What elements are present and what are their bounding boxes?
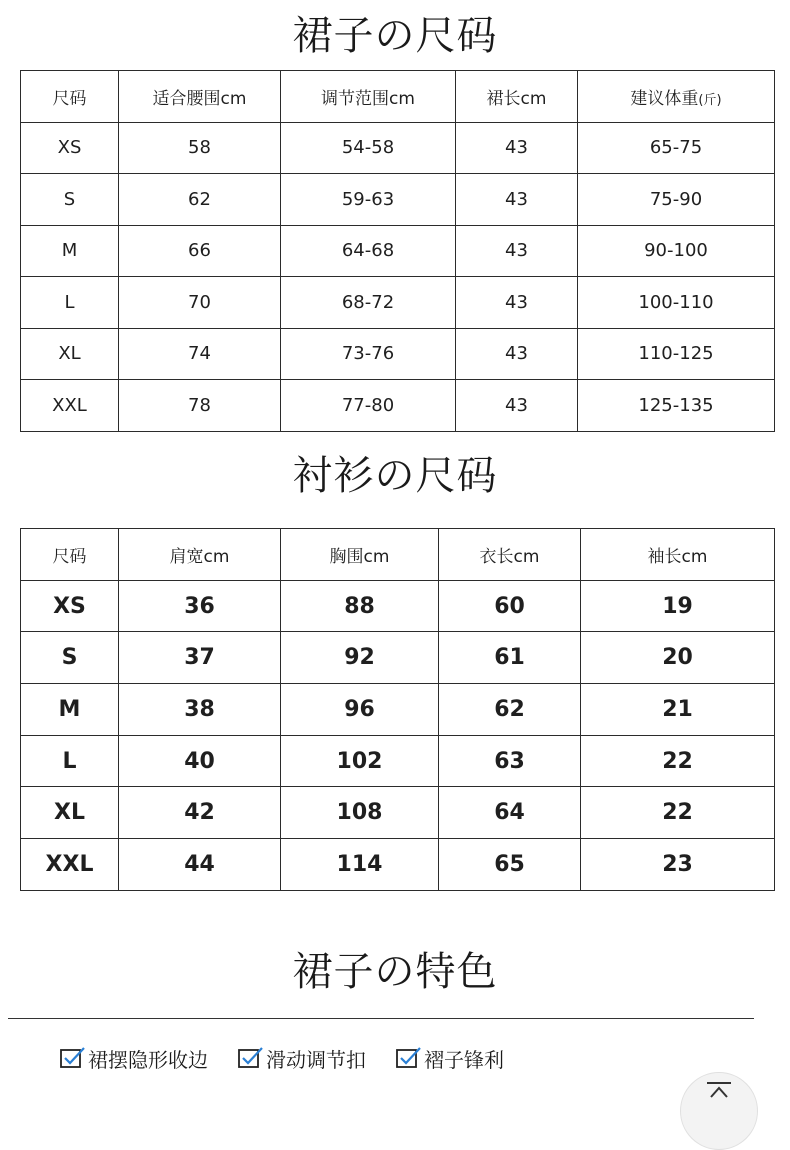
table-row: [21, 277, 775, 329]
table-row: [21, 735, 775, 787]
table-cell: 68-72: [281, 277, 456, 329]
table-cell: 43: [456, 380, 578, 432]
table-cell: 63: [439, 735, 581, 787]
table-cell: 22: [581, 787, 775, 839]
table-cell: XXL: [21, 380, 119, 432]
column-header: 胸围cm: [281, 529, 439, 581]
table-cell: XXL: [21, 839, 119, 891]
check-box-icon: [396, 1047, 422, 1069]
table-row: [21, 225, 775, 277]
table-cell: 43: [456, 174, 578, 226]
table-cell: 43: [456, 225, 578, 277]
table-cell: 43: [456, 328, 578, 380]
divider: [8, 1018, 754, 1019]
table-header-row: [21, 529, 775, 581]
table-row: [21, 580, 775, 632]
table-row: [21, 684, 775, 736]
shirt-size-table: [20, 528, 775, 891]
column-header: 肩宽cm: [119, 529, 281, 581]
table-cell: M: [21, 684, 119, 736]
column-header: 尺码: [21, 529, 119, 581]
table-cell: 43: [456, 122, 578, 174]
table-cell: 59-63: [281, 174, 456, 226]
table-cell: 62: [119, 174, 281, 226]
feature-item: [396, 1044, 504, 1073]
table-cell: 90-100: [578, 225, 775, 277]
arrow-up-icon: [705, 1081, 733, 1099]
table-cell: 43: [456, 277, 578, 329]
column-header: 衣长cm: [439, 529, 581, 581]
table-cell: 102: [281, 735, 439, 787]
table-cell: 21: [581, 684, 775, 736]
table-cell: 64-68: [281, 225, 456, 277]
table-cell: 20: [581, 632, 775, 684]
table-cell: 61: [439, 632, 581, 684]
feature-label: 褶子锋利: [424, 1047, 504, 1072]
table-cell: L: [21, 735, 119, 787]
table-cell: 42: [119, 787, 281, 839]
table-cell: 54-58: [281, 122, 456, 174]
table-cell: 100-110: [578, 277, 775, 329]
table-cell: M: [21, 225, 119, 277]
scroll-to-top-button[interactable]: [680, 1072, 758, 1150]
table-cell: 96: [281, 684, 439, 736]
feature-item: [238, 1044, 366, 1073]
feature-list: [60, 1040, 504, 1076]
table-row: [21, 174, 775, 226]
table-cell: 60: [439, 580, 581, 632]
column-header: 适合腰围cm: [119, 71, 281, 123]
table-cell: 77-80: [281, 380, 456, 432]
check-box-icon: [60, 1047, 86, 1069]
table-cell: 75-90: [578, 174, 775, 226]
column-header: 裙长cm: [456, 71, 578, 123]
column-header: 袖长cm: [581, 529, 775, 581]
feature-label: 裙摆隐形收边: [88, 1047, 208, 1072]
table-cell: 70: [119, 277, 281, 329]
skirt-size-table: [20, 70, 775, 432]
table-cell: 37: [119, 632, 281, 684]
weight-unit: (斤): [698, 92, 722, 108]
feature-label: 滑动调节扣: [266, 1047, 366, 1072]
table-row: [21, 839, 775, 891]
table-cell: 38: [119, 684, 281, 736]
table-cell: S: [21, 632, 119, 684]
table-cell: 114: [281, 839, 439, 891]
table-row: [21, 632, 775, 684]
table-cell: 78: [119, 380, 281, 432]
table-cell: 92: [281, 632, 439, 684]
table-cell: XS: [21, 122, 119, 174]
table-cell: 125-135: [578, 380, 775, 432]
table-cell: 88: [281, 580, 439, 632]
table-cell: 23: [581, 839, 775, 891]
table-cell: 22: [581, 735, 775, 787]
skirt-features-title: 裙子の特色: [292, 949, 498, 995]
table-cell: 58: [119, 122, 281, 174]
table-cell: 66: [119, 225, 281, 277]
check-box-icon: [238, 1047, 264, 1069]
table-cell: XL: [21, 328, 119, 380]
table-header-row: [21, 71, 775, 123]
table-cell: L: [21, 277, 119, 329]
table-cell: 64: [439, 787, 581, 839]
table-cell: 36: [119, 580, 281, 632]
table-cell: 65: [439, 839, 581, 891]
table-cell: 110-125: [578, 328, 775, 380]
column-header-weight: [578, 71, 775, 123]
table-cell: 19: [581, 580, 775, 632]
feature-item: [60, 1044, 208, 1073]
table-row: [21, 122, 775, 174]
column-header: 建议体重: [630, 88, 699, 109]
table-cell: 74: [119, 328, 281, 380]
column-header: 尺码: [21, 71, 119, 123]
table-cell: 65-75: [578, 122, 775, 174]
skirt-size-title: 裙子の尺码: [292, 13, 498, 59]
table-row: [21, 787, 775, 839]
table-cell: 40: [119, 735, 281, 787]
table-cell: 73-76: [281, 328, 456, 380]
table-cell: XL: [21, 787, 119, 839]
table-row: [21, 380, 775, 432]
table-cell: S: [21, 174, 119, 226]
table-cell: 44: [119, 839, 281, 891]
column-header: 调节范围cm: [281, 71, 456, 123]
table-row: [21, 328, 775, 380]
table-cell: 108: [281, 787, 439, 839]
shirt-size-title: 衬衫の尺码: [292, 453, 498, 499]
table-cell: XS: [21, 580, 119, 632]
table-cell: 62: [439, 684, 581, 736]
